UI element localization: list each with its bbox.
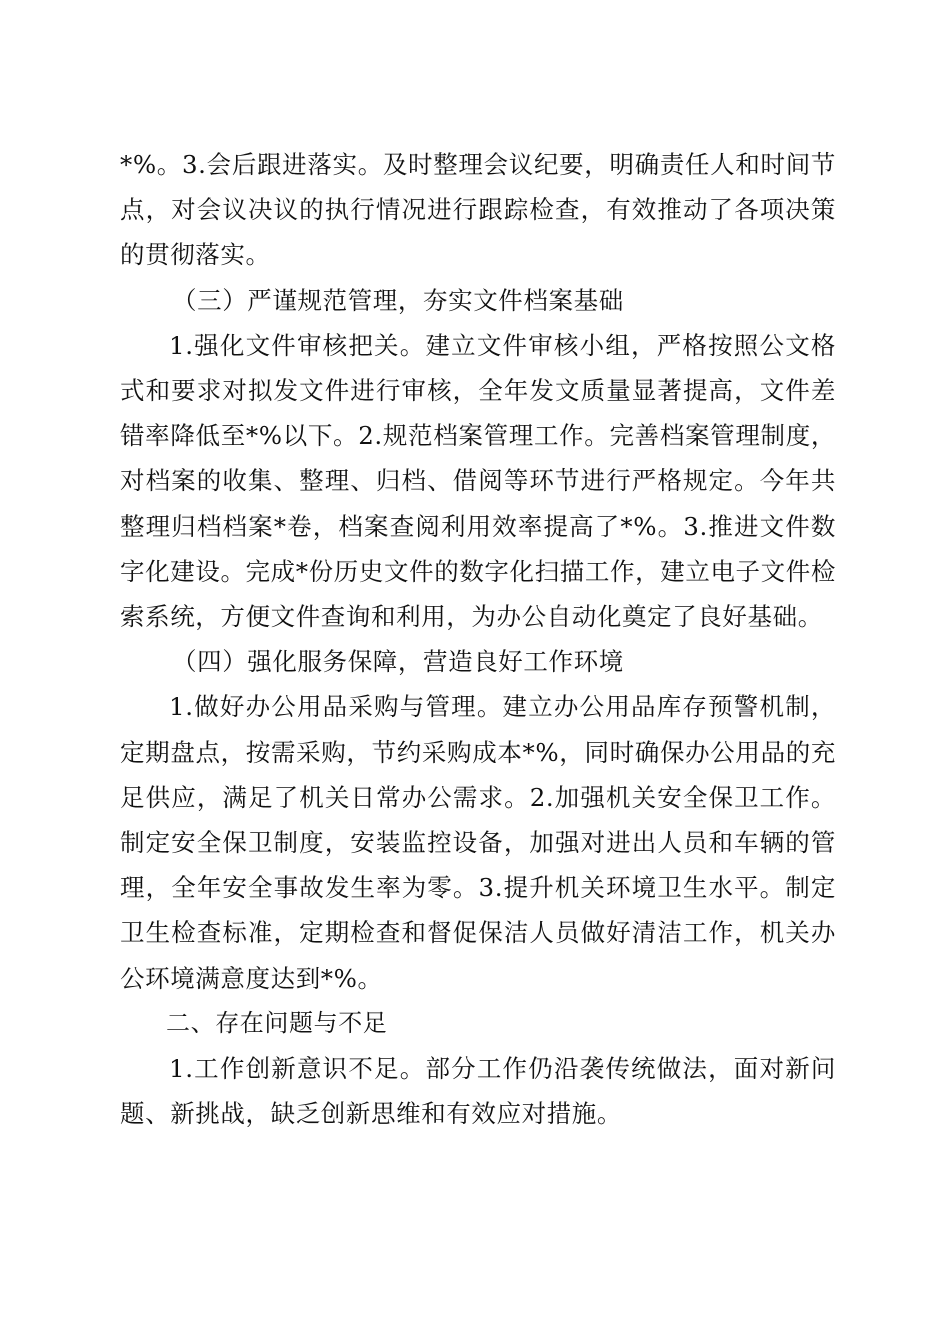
section-heading-file-archive: （三）严谨规范管理，夯实文件档案基础 bbox=[172, 285, 624, 315]
paragraph-problems: 1.工作创新意识不足。部分工作仍沿袭传统做法，面对新问题、新挑战，缺乏创新思维和有效应对措施。 bbox=[120, 1054, 836, 1129]
paragraph-meeting-followup: *%。3.会后跟进落实。及时整理会议纪要，明确责任人和时间节点，对会议决议的执行情况进行跟踪检查，有效推动了各项决策的贯彻落实。 bbox=[120, 150, 836, 270]
document-body bbox=[120, 142, 836, 1136]
paragraph-file-archive: 1.强化文件审核把关。建立文件审核小组，严格按照公文格式和要求对拟发文件进行审核，全年发文质量显著提高，文件差错率降低至*%以下。2.规范档案管理工作。完善档案管理制度，对档案的收集、整理、归档、借阅等环节进行严格规定。今年共整理归档档案*卷，档案查阅利用效率提高了*%。3.推进文件数字化建设。完成*份历史文件的数字化扫描工作，建立电子文件检索系统，方便文件查询和利用，为办公自动化奠定了良好基础。 bbox=[120, 330, 836, 632]
section-heading-problems: 二、存在问题与不足 bbox=[166, 1008, 388, 1037]
paragraph-service-support: 1.做好办公用品采购与管理。建立办公用品库存预警机制，定期盘点，按需采购，节约采购成本*%，同时确保办公用品的充足供应，满足了机关日常办公需求。2.加强机关安全保卫工作。制定安全保卫制度，安装监控设备，加强对进出人员和车辆的管理，全年安全事故发生率为零。3.提升机关环境卫生水平。制定卫生检查标准，定期检查和督促保洁人员做好清洁工作，机关办公环境满意度达到*%。 bbox=[120, 692, 836, 993]
section-heading-service-support: （四）强化服务保障，营造良好工作环境 bbox=[172, 647, 624, 677]
